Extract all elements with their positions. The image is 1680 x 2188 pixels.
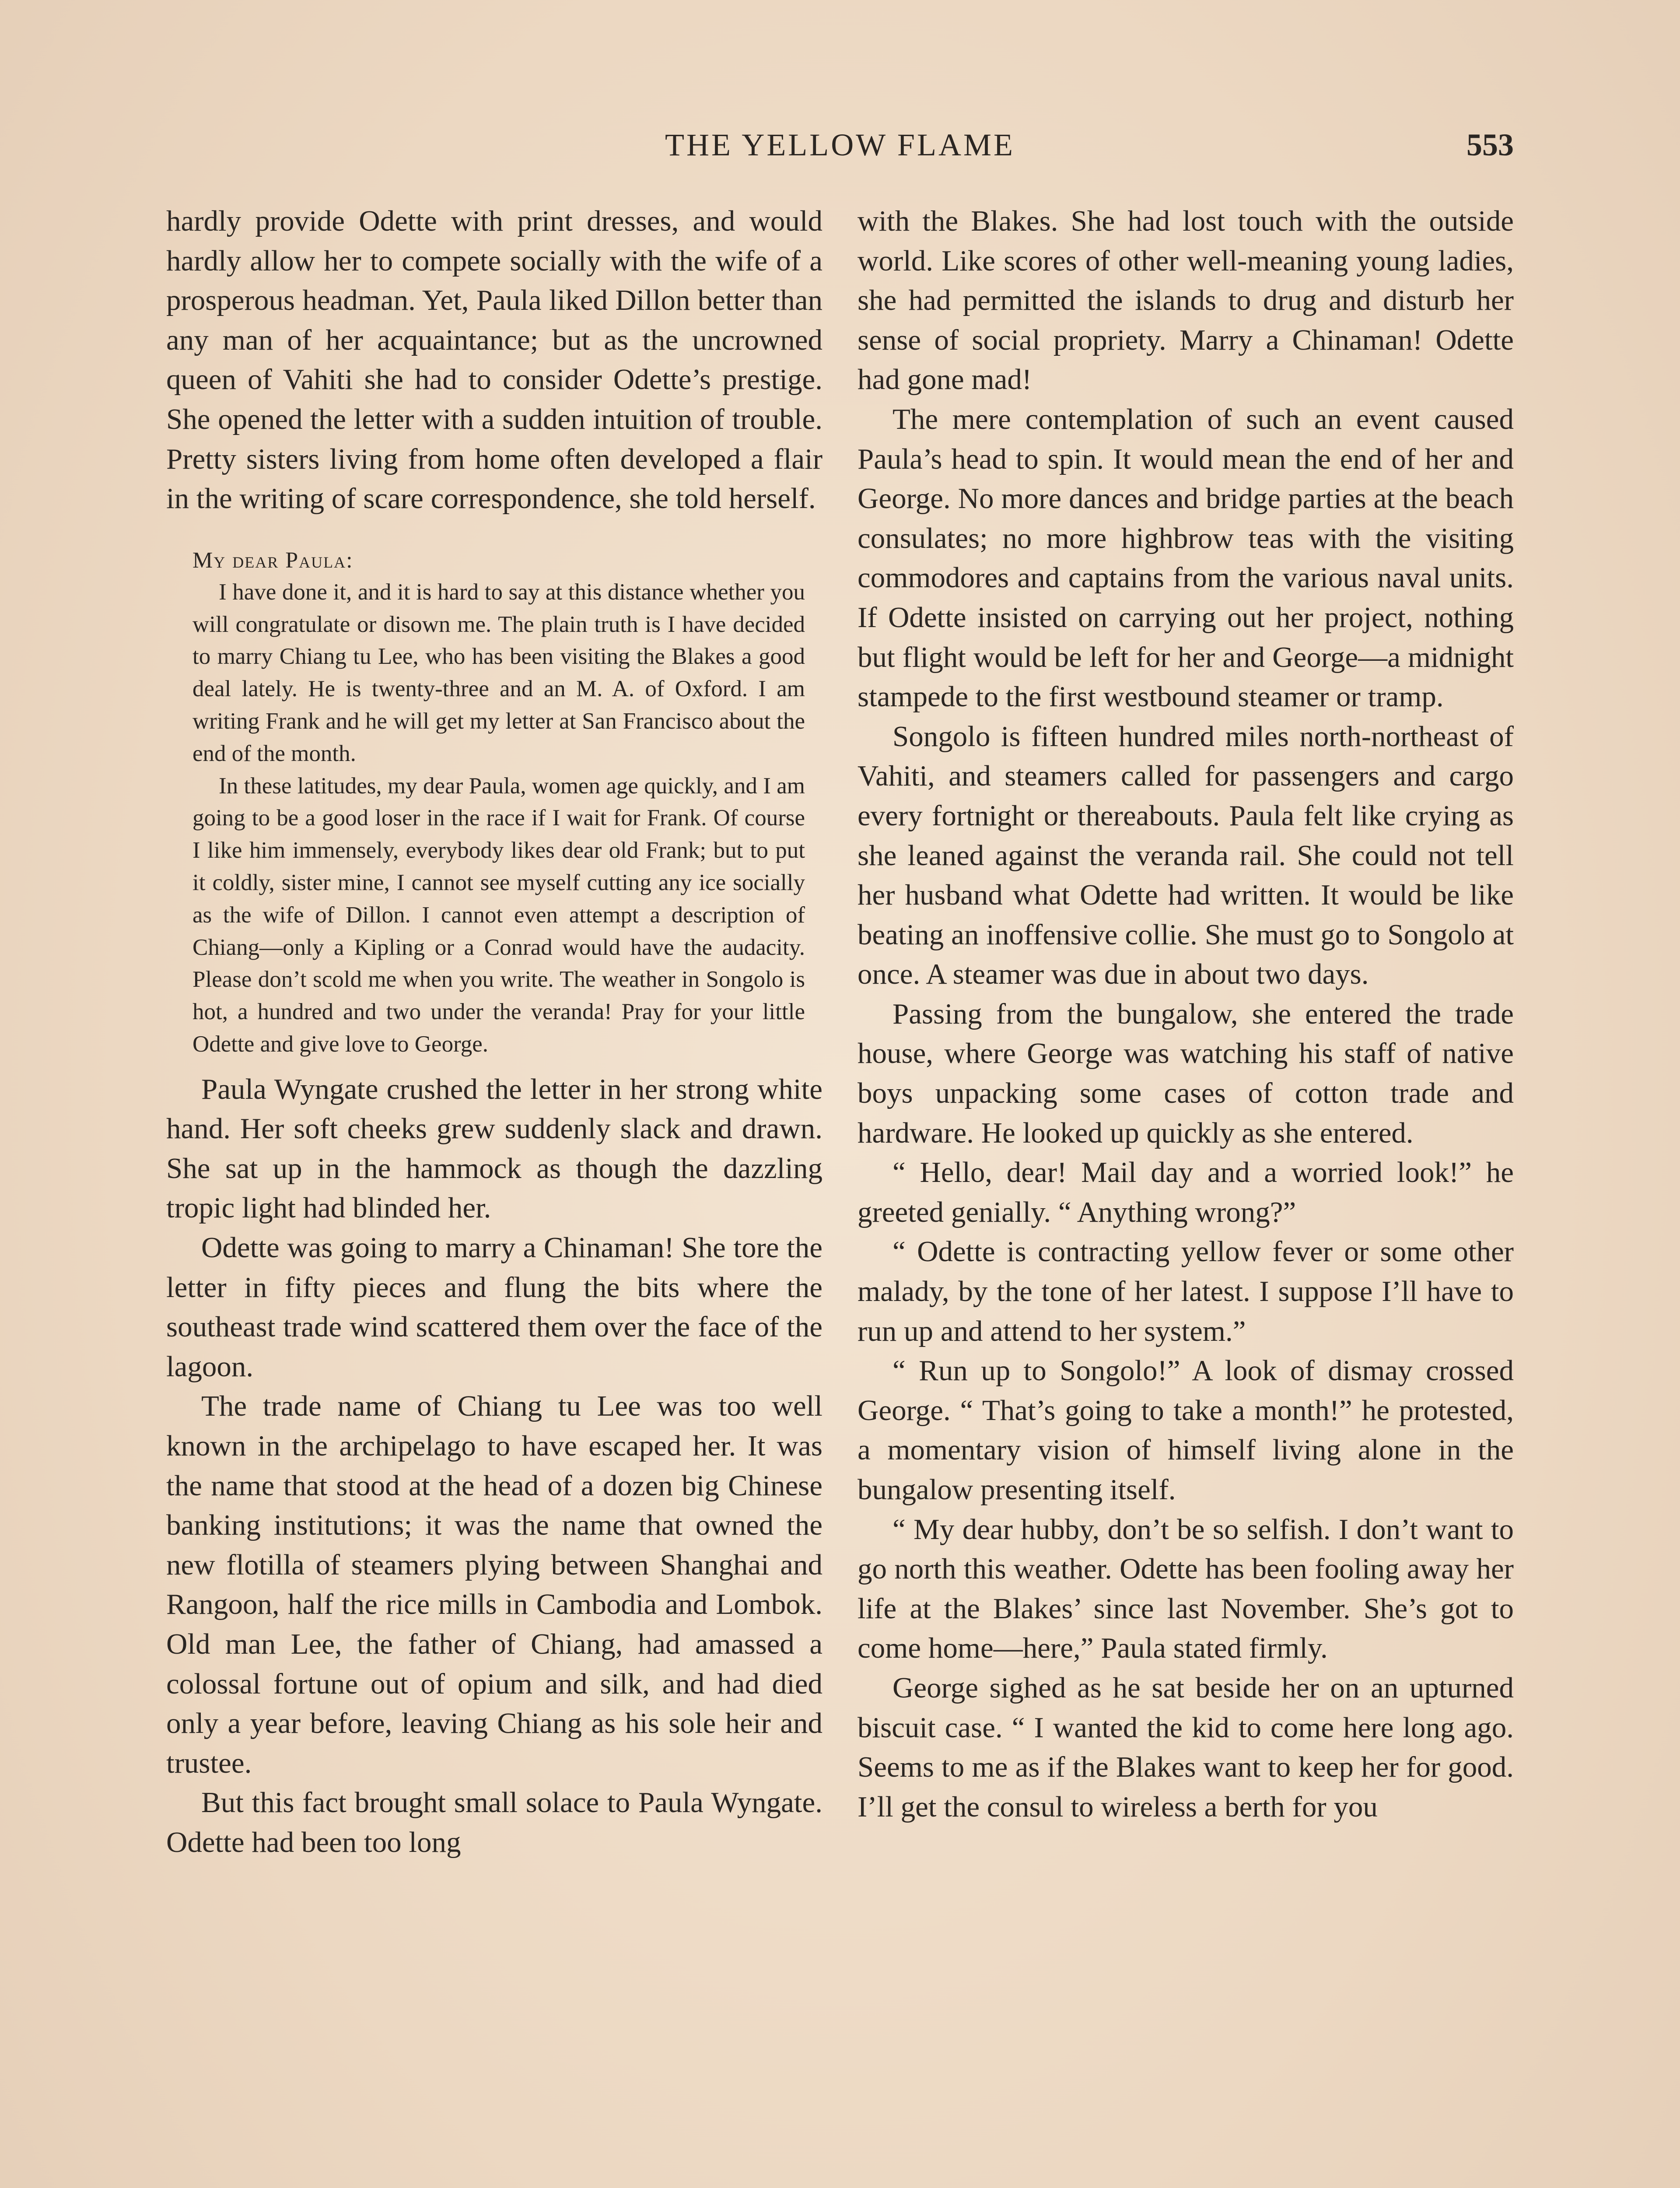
running-title: THE YELLOW FLAME (665, 127, 1015, 162)
paragraph: “ My dear hubby, don’t be so selfish. I don’t want to go north this weather. Odette has been fooling away her life at the Blakes’ since last November. She’s got to come home—here,” Paula stated firmly. (858, 1513, 1514, 1665)
paragraph: “ Run up to Songolo!” A look of dismay crossed George. “ That’s going to take a month!” he protested, a momentary vision of himself living alone in the bungalow presenting itself. (858, 1354, 1514, 1506)
letter-paragraph: I have done it, and it is hard to say at this distance whether you will congratulate or disown me. The plain truth is I have decided to marry Chiang tu Lee, who has been visiting the Blakes a good deal lately. He is twenty-three and an M. A. of Oxford. I am writing Frank and he will get my letter at San Francisco about the end of the month. (192, 579, 805, 766)
paragraph: Odette was going to marry a Chinaman! She tore the letter in fifty pieces and flung the bits where the southeast trade wind scattered them over the face of the lagoon. (166, 1231, 822, 1383)
letter-block (192, 545, 805, 1061)
paragraph: Passing from the bungalow, she entered the trade house, where George was watching his staff of native boys unpacking some cases of cotton trade and hardware. He looked up quickly as she entered. (858, 997, 1514, 1149)
left-column (166, 201, 822, 1862)
paragraph: “ Hello, dear! Mail day and a worried look!” he greeted genially. “ Anything wrong?” (858, 1156, 1514, 1228)
paragraph: But this fact brought small solace to Paula Wyngate. Odette had been too long (166, 1786, 822, 1858)
paragraph: George sighed as he sat beside her on an upturned biscuit case. “ I wanted the kid to come here long ago. Seems to me as if the Blakes want to keep her for good. I’ll get the consul to wireless a berth for you (858, 1671, 1514, 1823)
right-column (858, 201, 1514, 1827)
paragraph: “ Odette is contracting yellow fever or some other malady, by the tone of her latest. I suppose I’ll have to run up and attend to her system.” (858, 1235, 1514, 1347)
page-number: 553 (1466, 127, 1514, 162)
paragraph: The mere contemplation of such an event caused Paula’s head to spin. It would mean the end of her and George. No more dances and bridge parties at the beach consulates; no more highbrow teas with the visiting commodores and captains from the various naval units. If Odette insisted on carrying out her project, nothing but flight would be left for her and George—a midnight stampede to the first westbound steamer or tramp. (858, 403, 1514, 713)
letter-salutation: My dear Paula: (192, 547, 354, 573)
paragraph: The trade name of Chiang tu Lee was too well known in the archipelago to have escaped her. It was the name that stood at the head of a dozen big Chinese banking institutions; it was the name that owned the new flotilla of steamers plying between Shanghai and Rangoon, half the rice mills in Cambodia and Lombok. Old man Lee, the father of Chiang, had amassed a colossal fortune out of opium and silk, and had died only a year before, leaving Chiang as his sole heir and trustee. (166, 1390, 822, 1779)
page-header (166, 127, 1514, 175)
paragraph: Songolo is fifteen hundred miles north-northeast of Vahiti, and steamers called for passengers and cargo every fortnight or thereabouts. Paula felt like crying as she leaned against the veranda rail. She could not tell her husband what Odette had written. It would be like beating an inoffensive collie. She must go to Songolo at once. A steamer was due in about two days. (858, 720, 1514, 991)
paragraph: with the Blakes. She had lost touch with the outside world. Like scores of other well-meaning young ladies, she had permitted the islands to drug and disturb her sense of social propriety. Marry a Chinaman! Odette had gone mad! (858, 205, 1514, 396)
letter-paragraph: In these latitudes, my dear Paula, women age quickly, and I am going to be a good loser in the race if I wait for Frank. Of course I like him immensely, everybody likes dear old Frank; but to put it coldly, sister mine, I cannot see myself cutting any ice socially as the wife of Dillon. I cannot even attempt a description of Chiang—only a Kipling or a Conrad would have the audacity. Please don’t scold me when you write. The weather in Songolo is hot, a hundred and two under the veranda! Pray for your little Odette and give love to George. (192, 773, 805, 1057)
paragraph: Paula Wyngate crushed the letter in her strong white hand. Her soft cheeks grew suddenly slack and drawn. She sat up in the hammock as though the dazzling tropic light had blinded her. (166, 1073, 822, 1224)
paragraph: hardly provide Odette with print dresses, and would hardly allow her to compete socially with the wife of a prosperous headman. Yet, Paula liked Dillon better than any man of her acquaintance; but as the uncrowned queen of Vahiti she had to consider Odette’s prestige. She opened the letter with a sudden intuition of trouble. Pretty sisters living from home often developed a flair in the writing of scare correspondence, she told herself. (166, 205, 822, 515)
